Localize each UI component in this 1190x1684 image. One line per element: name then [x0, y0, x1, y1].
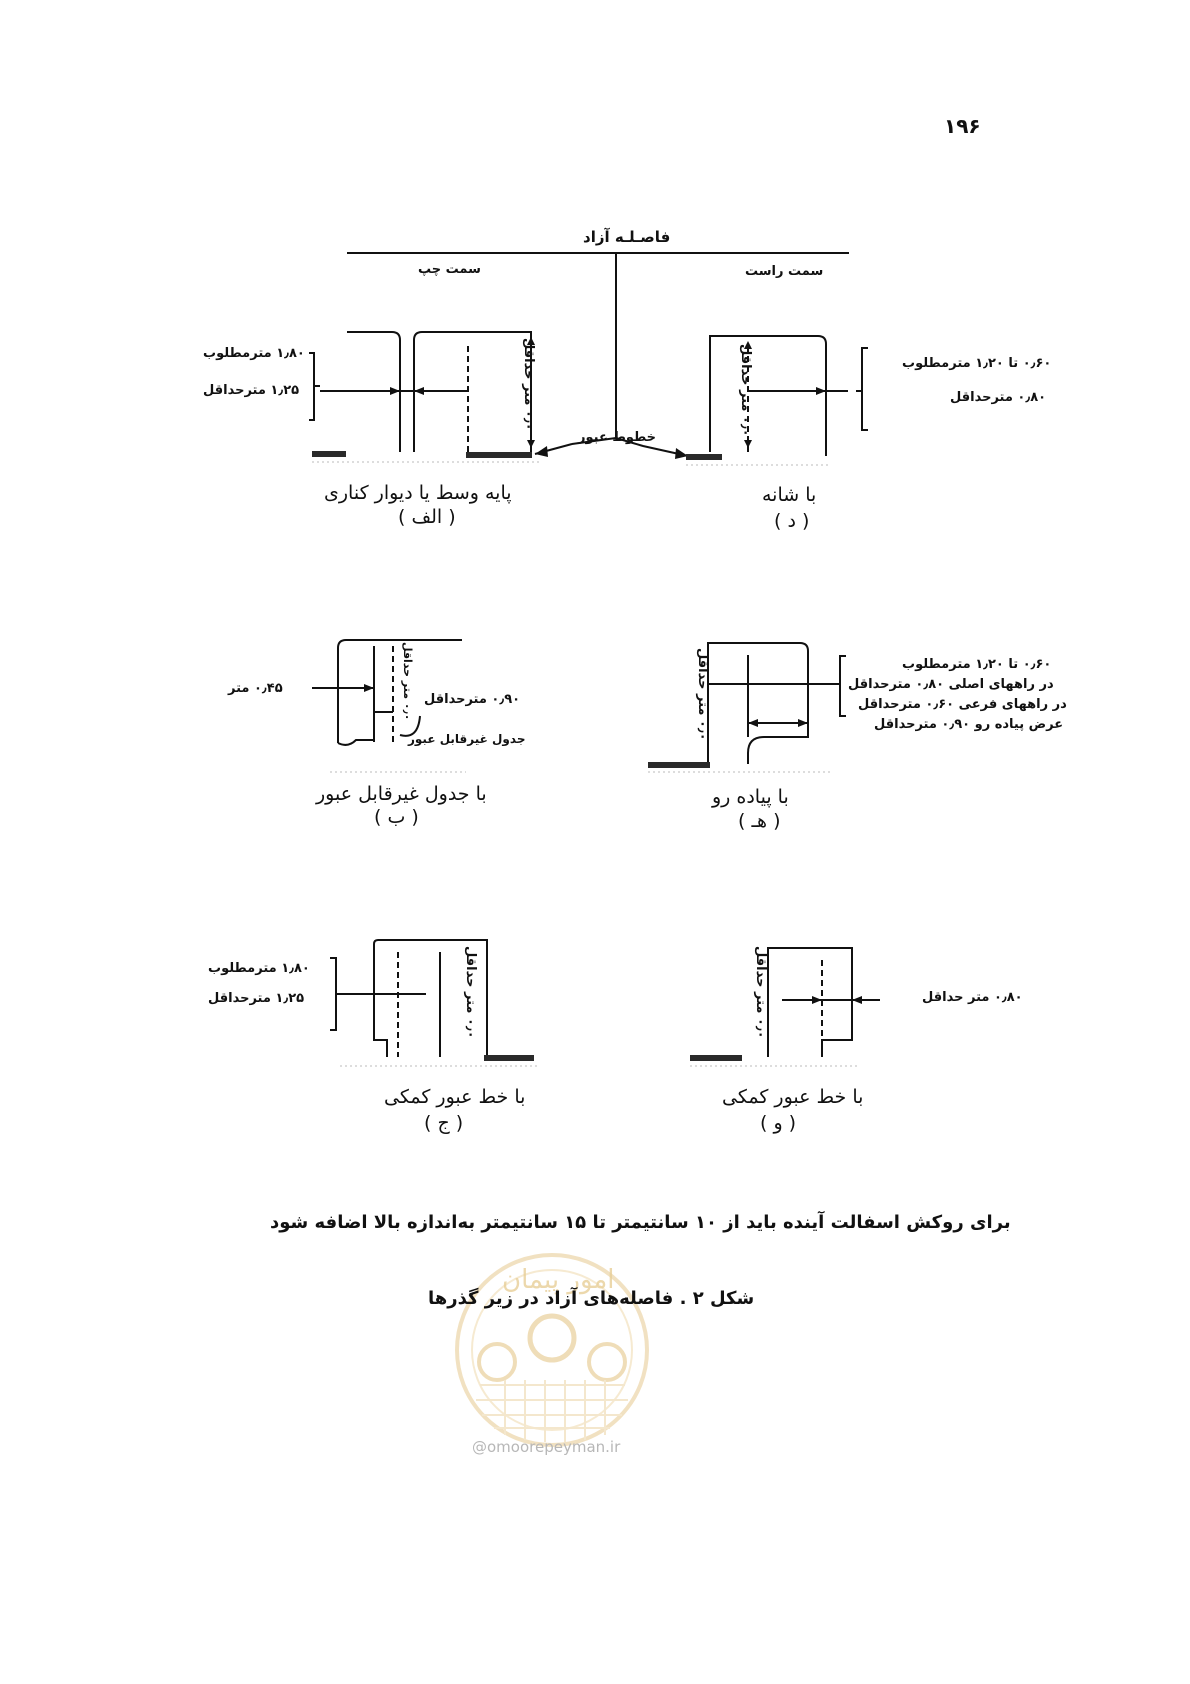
be-left-label: ۰٫۴۵ متر	[228, 681, 283, 696]
be-vertical-clearance: ۰٫۰ متر حداقل	[401, 642, 414, 721]
be-min-label: ۰٫۹۰ مترحداقل	[424, 692, 521, 707]
vav-vertical-clearance: ۰٫۰ متر حداقل	[753, 946, 768, 1039]
alef-caption: پایه وسط یا دیوار کناری	[324, 482, 512, 504]
dal-vertical-clearance: ۰٫۰ متر حداقل	[738, 344, 753, 437]
be-letter: ( ب )	[374, 806, 419, 828]
watermark-logo-text: امور پیمان	[502, 1265, 615, 1295]
page-number: ۱۹۶	[944, 114, 981, 138]
he-label-1: ۰٫۶۰ تا ۱٫۲۰ مترمطلوب	[902, 657, 1052, 672]
jim-desired-label: ۱٫۸۰ مترمطلوب	[208, 961, 310, 976]
he-label-2: در راههای اصلی ۰٫۸۰ مترحداقل	[848, 677, 1054, 692]
figure-caption: شکل ۲ . فاصله‌های آزاد در زیر گذرها	[428, 1288, 755, 1309]
jim-letter: ( ج )	[424, 1112, 464, 1134]
alef-min-label: ۱٫۲۵ مترحداقل	[203, 383, 300, 398]
lanes-label: خطوط عبور	[578, 430, 657, 445]
header-title: فاصـلـه آزاد	[583, 228, 671, 246]
watermark-text: @omoorepeyman.ir	[472, 1438, 621, 1456]
alef-letter: ( الف )	[398, 506, 456, 528]
dal-letter: ( د )	[774, 510, 810, 532]
vav-letter: ( و )	[760, 1112, 797, 1134]
he-vertical-clearance: ۰٫۰ متر حداقل	[695, 648, 710, 741]
alef-vertical-clearance: ۰٫۰ متر حداقل	[521, 338, 536, 431]
he-label-3: در راههای فرعی ۰٫۶۰ مترحداقل	[858, 697, 1067, 712]
be-caption: با جدول غیرقابل عبور	[316, 783, 487, 805]
vav-min-label: ۰٫۸۰ متر حداقل	[922, 990, 1023, 1005]
jim-min-label: ۱٫۲۵ مترحداقل	[208, 991, 305, 1006]
vav-caption: با خط عبور کمکی	[722, 1086, 864, 1108]
dal-desired-label: ۰٫۶۰ تا ۱٫۲۰ مترمطلوب	[902, 356, 1052, 371]
jim-vertical-clearance: ۰٫۰ متر حداقل	[463, 946, 478, 1039]
he-label-4: عرض پیاده رو ۰٫۹۰ مترحداقل	[874, 717, 1064, 732]
alef-desired-label: ۱٫۸۰ مترمطلوب	[203, 346, 305, 361]
right-side-label: سمت راست	[745, 264, 824, 279]
left-side-label: سمت چپ	[418, 262, 481, 277]
dal-caption: با شانه	[762, 484, 817, 506]
jim-caption: با خط عبور کمکی	[384, 1086, 526, 1108]
he-caption: با پیاده رو	[712, 786, 789, 808]
be-curb-label: جدول غیرقابل عبور	[408, 732, 526, 746]
asphalt-note: برای روکش اسفالت آینده باید از ۱۰ سانتیمتر تا ۱۵ سانتیمتر به‌اندازه بالا اضافه شود	[270, 1212, 1011, 1233]
he-letter: ( هـ )	[738, 810, 781, 832]
dal-min-label: ۰٫۸۰ مترحداقل	[950, 390, 1047, 405]
